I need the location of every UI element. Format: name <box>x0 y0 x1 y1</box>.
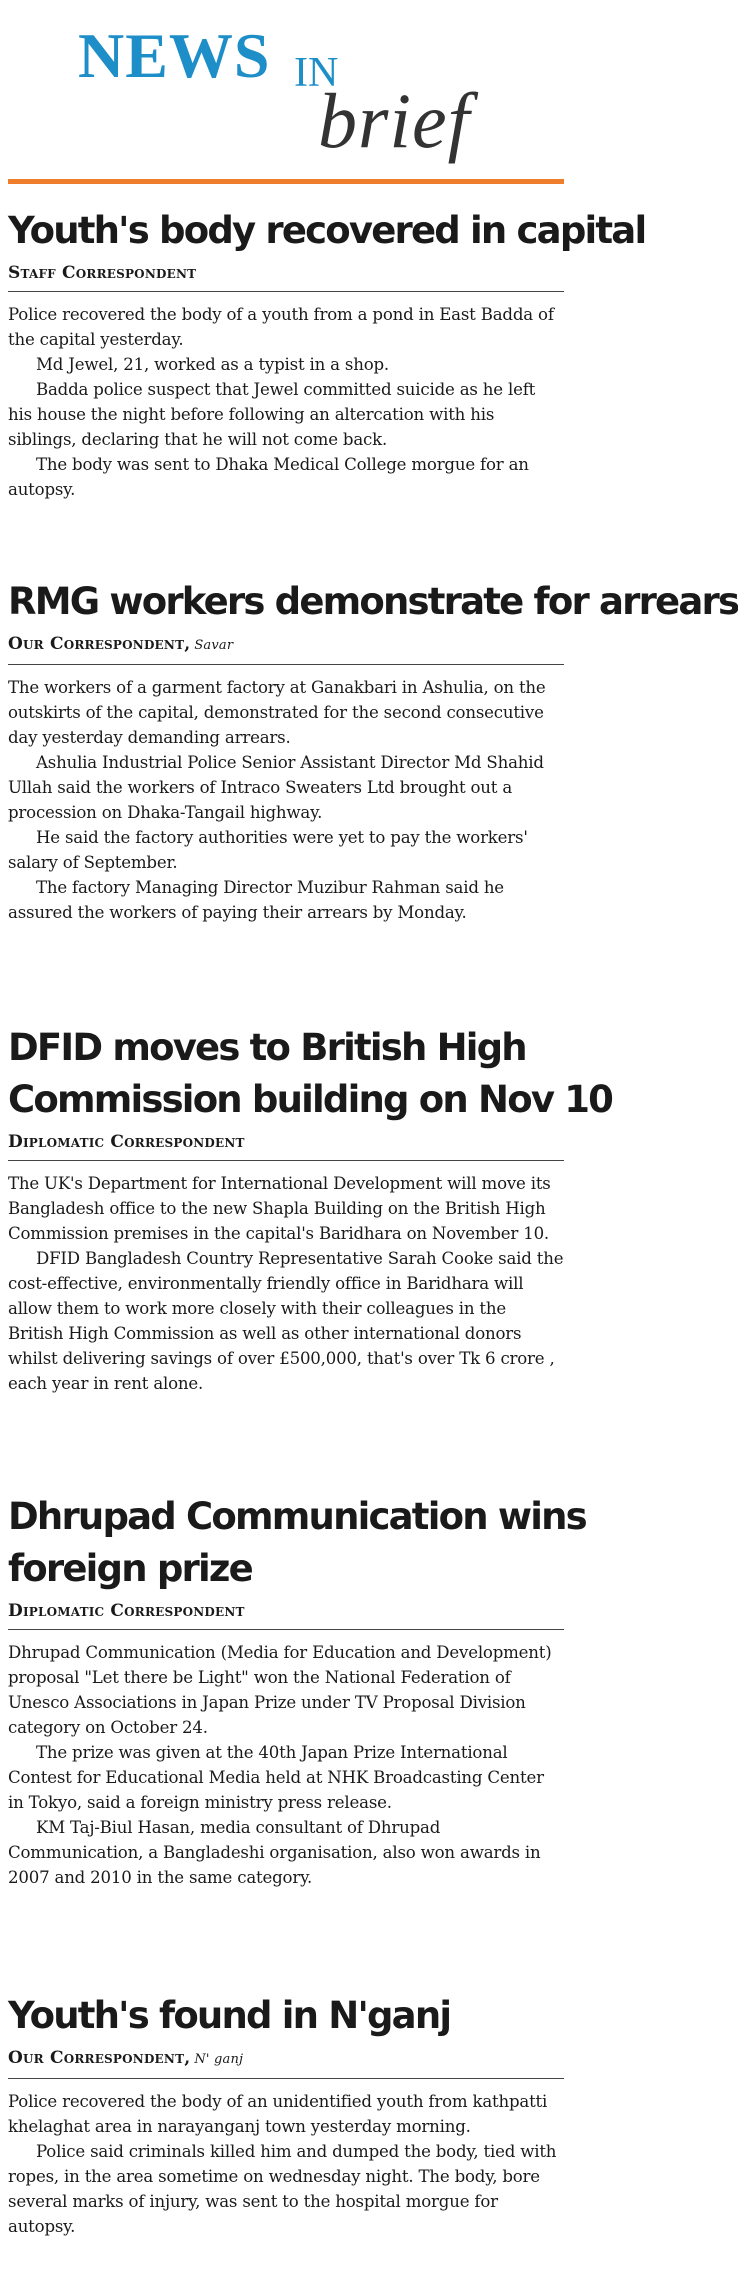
article-paragraph: DFID Bangladesh Country Representative Sarah Cooke said the cost-effective, environmentally friendly office in Baridhara will allow them to work more closely with their colleagues in the British High Commission as well as other international donors whilst delivering savings of over £500,000, that's over Tk 6 crore , each year in rent alone. <box>8 1249 564 1393</box>
byline-place: N' ganj <box>194 2052 244 2067</box>
article-paragraph: Police recovered the body of an unidentified youth from kathpatti khelaghat area in narayanganj town yesterday morning. <box>8 2092 548 2136</box>
article-paragraph: The factory Managing Director Muzibur Rahman said he assured the workers of paying their arrears by Monday. <box>8 878 504 922</box>
article-headline <box>8 1491 586 1595</box>
headline-line: RMG workers demonstrate for arrears <box>8 580 738 623</box>
byline-author: Our Correspondent, <box>8 2048 191 2068</box>
article-body <box>8 2089 564 2239</box>
masthead-orange-rule <box>8 179 564 184</box>
article-paragraph: The UK's Department for International Development will move its Bangladesh office to the new Shapla Building on the British High Commission premises in the capital's Baridhara on November 10. <box>8 1174 551 1243</box>
article-byline <box>8 1599 564 1630</box>
masthead-brief: brief <box>318 77 471 164</box>
article-headline <box>8 576 738 628</box>
article-paragraph: The prize was given at the 40th Japan Prize International Contest for Educational Media held at NHK Broadcasting Center in Tokyo, said a foreign ministry press release. <box>8 1743 544 1812</box>
article-headline <box>8 205 646 257</box>
article-paragraph: Police said criminals killed him and dumped the body, tied with ropes, in the area sometime on wednesday night. The body, bore several marks of injury, was sent to the hospital morgue for autopsy. <box>8 2142 557 2236</box>
article-paragraph: Police recovered the body of a youth from a pond in East Badda of the capital yesterday. <box>8 305 554 349</box>
byline-author: Diplomatic Correspondent <box>8 1601 245 1621</box>
article-byline <box>8 2046 564 2079</box>
article-youth-found-nganj <box>8 1990 564 2239</box>
byline-author: Diplomatic Correspondent <box>8 1132 245 1152</box>
article-paragraph: Md Jewel, 21, worked as a typist in a shop. <box>36 355 390 374</box>
article-paragraph: The body was sent to Dhaka Medical College morgue for an autopsy. <box>8 455 529 499</box>
article-body <box>8 1171 564 1396</box>
article-paragraph: The workers of a garment factory at Ganakbari in Ashulia, on the outskirts of the capital, demonstrated for the second consecutive day yesterday demanding arrears. <box>8 678 546 747</box>
article-byline <box>8 1130 564 1161</box>
byline-place: Savar <box>194 638 234 653</box>
byline-author: Our Correspondent, <box>8 634 191 654</box>
masthead-in: IN <box>294 50 339 96</box>
article-youth-body-capital <box>8 205 646 502</box>
headline-line: DFID moves to British High <box>8 1026 526 1069</box>
headline-line: Youth's found in N'ganj <box>8 1994 451 2037</box>
article-body <box>8 302 564 502</box>
headline-line: foreign prize <box>8 1547 252 1590</box>
headline-line: Youth's body recovered in capital <box>8 209 646 252</box>
article-paragraph: KM Taj-Biul Hasan, media consultant of Dhrupad Communication, a Bangladeshi organisation, also won awards in 2007 and 2010 in the same category. <box>8 1818 541 1887</box>
article-headline <box>8 1022 613 1126</box>
article-body <box>8 675 564 925</box>
article-body <box>8 1640 564 1890</box>
article-paragraph: Badda police suspect that Jewel committed suicide as he left his house the night before following an altercation with his siblings, declaring that he will not come back. <box>8 380 536 449</box>
article-dhrupad-communication <box>8 1491 586 1890</box>
article-paragraph: Dhrupad Communication (Media for Education and Development) proposal "Let there be Light" won the National Federation of Unesco Associations in Japan Prize under TV Proposal Division category on October 24. <box>8 1643 552 1737</box>
masthead-news: NEWS <box>78 20 271 91</box>
article-paragraph: He said the factory authorities were yet to pay the workers' salary of September. <box>8 828 528 872</box>
article-headline <box>8 1990 564 2042</box>
byline-author: Staff Correspondent <box>8 263 197 283</box>
article-byline <box>8 632 564 665</box>
article-byline <box>8 261 564 292</box>
article-rmg-workers <box>8 576 738 925</box>
article-dfid-moves <box>8 1022 613 1396</box>
headline-line: Dhrupad Communication wins <box>8 1495 586 1538</box>
masthead <box>0 0 601 188</box>
headline-line: Commission building on Nov 10 <box>8 1078 613 1121</box>
article-paragraph: Ashulia Industrial Police Senior Assistant Director Md Shahid Ullah said the workers of Intraco Sweaters Ltd brought out a procession on Dhaka-Tangail highway. <box>8 753 544 822</box>
